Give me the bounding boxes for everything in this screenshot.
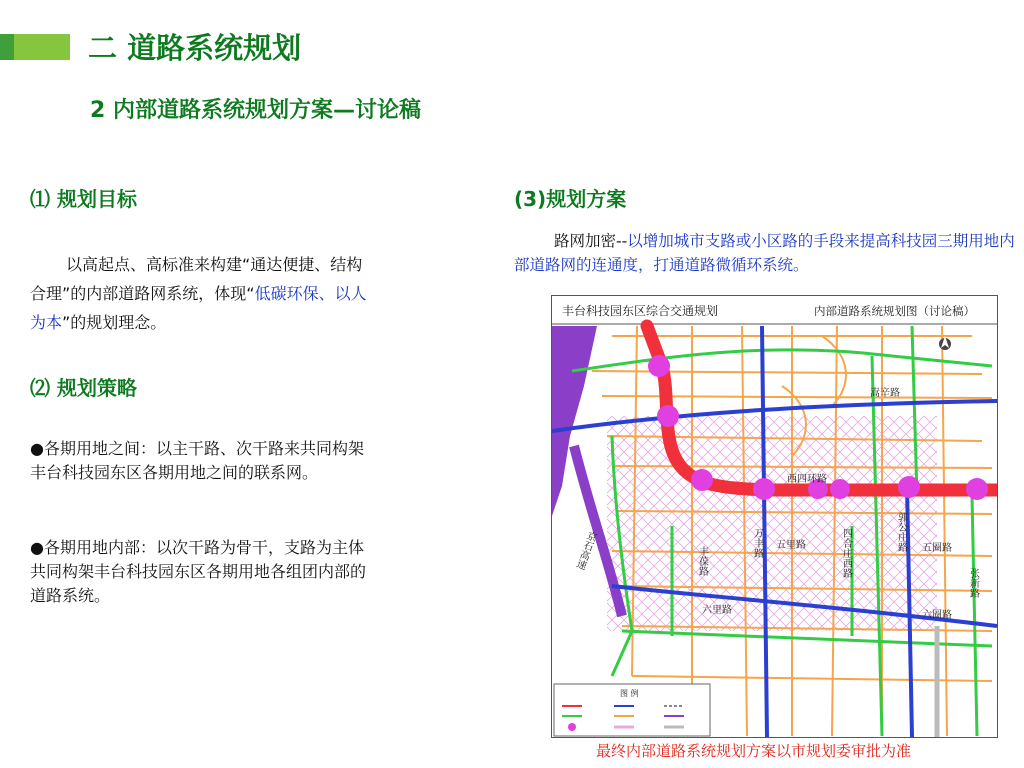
section-goal-text (30, 250, 375, 337)
road-label-6: 四合庄西路 (840, 528, 852, 578)
north-arrow-icon (939, 336, 951, 350)
strategy-bullet-2: ●各期用地内部：以次干路为骨干，支路为主体共同构架丰台科技园东区各期用地各组团内部的道路系统。 (30, 538, 367, 605)
road-label-8: 五圈路 (922, 543, 952, 554)
road-label-3: 丰葆路 (696, 546, 708, 576)
development-area-hatch (607, 416, 937, 631)
road-label-9: 六里路 (702, 605, 732, 616)
section-plan-title: (3)规划方案 (514, 187, 627, 211)
legend-title: 图 例 (620, 689, 639, 698)
road-label-12: 京石高速 (573, 529, 598, 571)
map-legend (554, 684, 710, 736)
section-strategy-title: ⑵ 规划策略 (30, 376, 137, 400)
title-accent-light (14, 34, 70, 60)
section-plan-text (514, 229, 1019, 277)
goal-text-a: 以高起点、高标准来构建“通达便捷、结构合理”的内部道路网系统，体现“ (30, 255, 363, 303)
road-label-1: 嵩辛路 (870, 388, 900, 399)
title-accent-dark (0, 34, 14, 60)
goal-text-b: ”的规划理念。 (62, 313, 167, 332)
approval-footnote: 最终内部道路系统规划方案以市规划委审批为准 (596, 742, 912, 760)
road-label-4: 万丰路 (751, 528, 763, 558)
road-label-2: 西四环路 (787, 474, 827, 485)
road-label-11: 张新路 (967, 568, 979, 598)
road-plan-map (551, 295, 998, 738)
strategy-bullet-1: ●各期用地之间：以主干路、次干路来共同构架丰台科技园东区各期用地之间的联系网。 (30, 439, 364, 482)
plan-prefix: 路网加密-- (554, 232, 628, 250)
goal-text-highlight: 低碳环保、以人为本 (30, 284, 367, 332)
section-goal-title: ⑴ 规划目标 (30, 187, 137, 211)
page-subtitle: 2 内部道路系统规划方案—讨论稿 (90, 98, 421, 123)
plan-text-highlight: 以增加城市支路或小区路的手段来提高科技园三期用地内部道路网的连通度，打通道路微循环系统。 (514, 232, 1015, 274)
road-label-10: 六圈路 (922, 610, 952, 621)
road-label-7: 郭公庄路 (895, 512, 907, 552)
map-title-left: 丰台科技园东区综合交通规划 (562, 304, 719, 318)
page-title: 二 道路系统规划 (88, 31, 302, 65)
map-title-right: 内部道路系统规划图（讨论稿） (814, 304, 975, 318)
road-label-5: 五里路 (776, 540, 806, 551)
